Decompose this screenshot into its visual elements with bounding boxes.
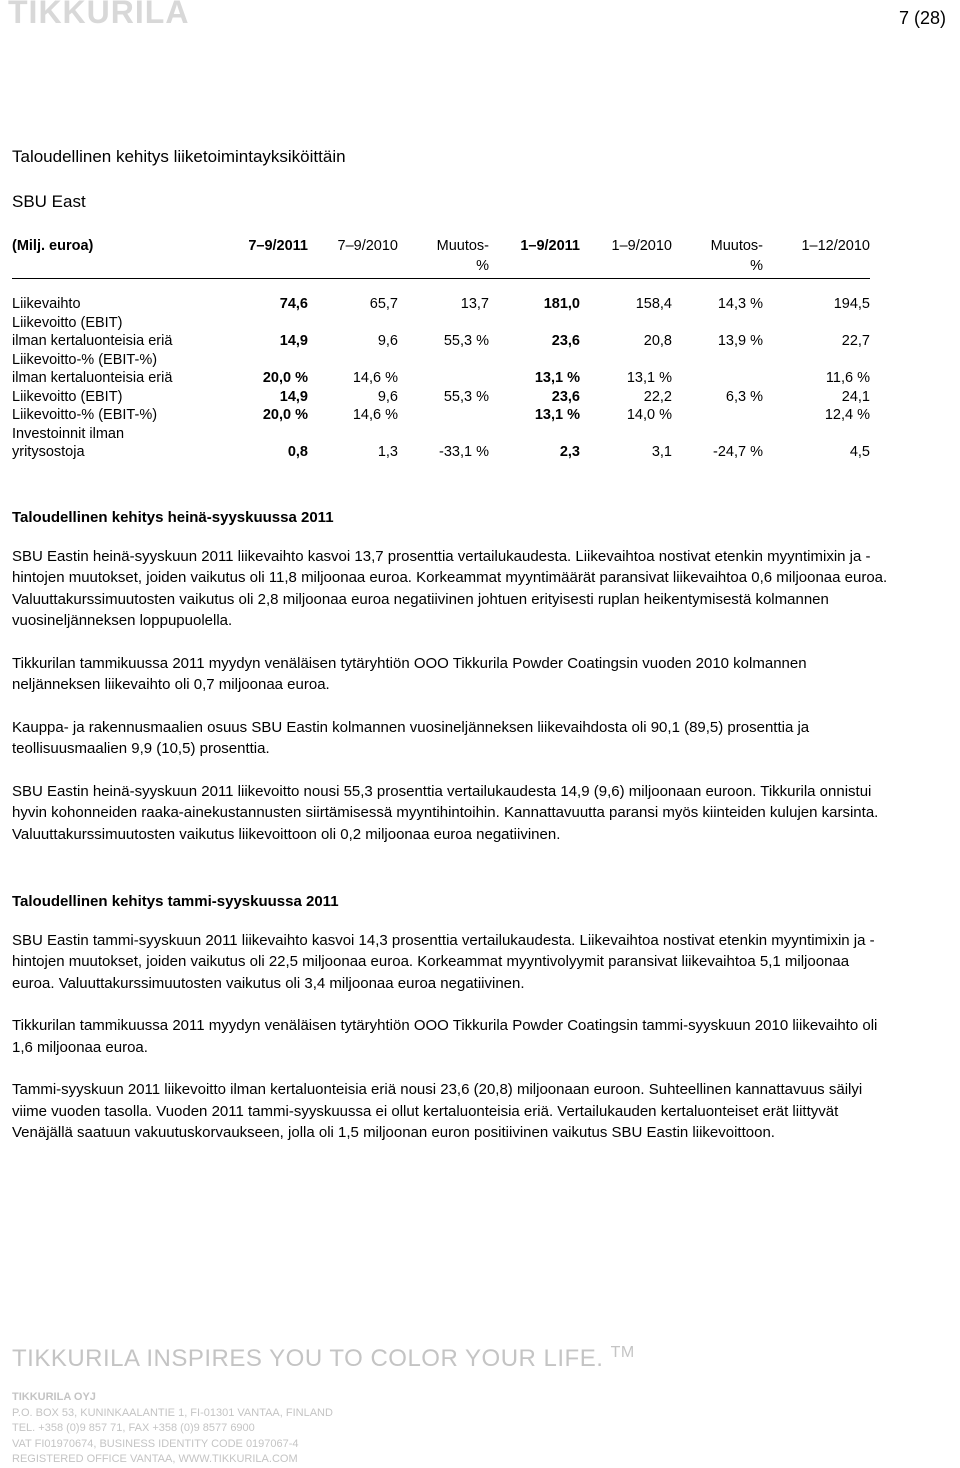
- slogan-text: TIKKURILA INSPIRES YOU TO COLOR YOUR LIFE.: [12, 1345, 604, 1372]
- table-cell: 181,0: [543, 296, 580, 312]
- footer-company: TIKKURILA OYJ: [12, 1391, 96, 1403]
- company-logo: TIKKURILA: [8, 0, 190, 30]
- page-title: Taloudellinen kehitys liiketoimintayksiköittäin: [12, 147, 346, 166]
- table-cell: 14,0 %: [626, 407, 672, 423]
- table-cell: [212, 314, 308, 333]
- footer-address: P.O. BOX 53, KUNINKAALANTIE 1, FI-01301 VANTAA, FINLAND: [12, 1406, 333, 1419]
- body-paragraph: Tikkurilan tammikuussa 2011 myydyn venäläisen tytäryhtiön OOO Tikkurila Powder Coatingsin vuoden 2010 kolmannen neljänneksen liikevaihto oli 0,7 miljoonaa euroa.: [12, 654, 807, 693]
- table-cell: [308, 314, 398, 333]
- table-cell: 20,0 %: [262, 407, 308, 423]
- table-cell: [308, 425, 398, 444]
- table-cell: [763, 351, 870, 370]
- financial-table: [12, 236, 870, 462]
- table-row: [12, 314, 870, 333]
- table-cell: [763, 425, 870, 444]
- footer-office: REGISTERED OFFICE VANTAA, WWW.TIKKURILA.COM: [12, 1453, 298, 1465]
- table-cell: [672, 425, 763, 444]
- row-label: Liikevoitto-% (EBIT-%): [12, 407, 158, 423]
- footer-vat: VAT FI01970674, BUSINESS IDENTITY CODE 0197067-4: [12, 1437, 299, 1450]
- table-cell: [580, 351, 672, 370]
- table-cell: [489, 351, 580, 370]
- table-cell: 6,3 %: [725, 388, 763, 405]
- table-cell: 14,9: [279, 333, 308, 349]
- table-cell: -33,1 %: [439, 444, 489, 460]
- table-cell: 13,9 %: [717, 333, 763, 349]
- table-cell: 22,2: [643, 388, 672, 405]
- table-cell: [398, 406, 489, 425]
- column-header: (Milj. euroa): [12, 238, 94, 254]
- table-cell: 74,6: [279, 296, 308, 312]
- table-cell: [398, 314, 489, 333]
- table-cell: 0,8: [287, 444, 308, 460]
- trademark-mark: TM: [610, 1344, 635, 1361]
- table-cell: 13,7: [460, 296, 489, 312]
- section-q3: [12, 507, 888, 845]
- column-header: 1–9/2011: [520, 238, 580, 254]
- table-cell: [212, 351, 308, 370]
- table-row: [12, 406, 870, 425]
- table-cell: -24,7 %: [713, 444, 763, 460]
- table-cell: 14,9: [279, 388, 308, 405]
- table-cell: [212, 425, 308, 444]
- table-cell: 24,1: [841, 388, 870, 405]
- table-cell: [672, 369, 763, 388]
- column-header: 1–12/2010: [801, 238, 870, 254]
- table-cell: [398, 425, 489, 444]
- table-cell: 55,3 %: [443, 388, 489, 405]
- table-cell: 11,6 %: [825, 370, 870, 386]
- table-row: [12, 332, 870, 351]
- table-cell: 14,6 %: [352, 407, 398, 423]
- page-number: 7 (28): [898, 8, 946, 28]
- table-header-row: [12, 236, 870, 279]
- table-cell: 13,1 %: [626, 370, 672, 386]
- section-q3-heading: Taloudellinen kehitys heinä-syyskuussa 2011: [12, 509, 334, 526]
- table-cell: 22,7: [841, 333, 870, 349]
- table-cell: 23,6: [551, 333, 580, 349]
- body-paragraph: Kauppa- ja rakennusmaalien osuus SBU Eastin kolmannen vuosineljänneksen liikevaihdosta oli 90,1 (89,5) prosenttia ja teollisuusmaalien 9,9 (10,5) prosenttia.: [12, 718, 810, 757]
- table-cell: 13,1 %: [534, 370, 580, 386]
- column-header: 7–9/2010: [337, 238, 398, 254]
- section-title: SBU East: [12, 192, 86, 211]
- column-header: Muutos- %: [436, 238, 489, 274]
- table-cell: 9,6: [377, 388, 398, 405]
- table-cell: 194,5: [833, 296, 870, 312]
- table-cell: 20,0 %: [262, 370, 308, 386]
- table-cell: 13,1 %: [534, 407, 580, 423]
- footer-contact: [12, 1390, 333, 1468]
- table-cell: 9,6: [377, 333, 398, 349]
- table-cell: [308, 351, 398, 370]
- table-row: [12, 388, 870, 407]
- table-cell: [580, 314, 672, 333]
- table-body: [12, 279, 870, 462]
- section-ytd: [12, 891, 888, 1144]
- table-row: [12, 369, 870, 388]
- table-cell: [489, 425, 580, 444]
- table-cell: [489, 314, 580, 333]
- table-cell: [580, 425, 672, 444]
- section-ytd-heading: Taloudellinen kehitys tammi-syyskuussa 2011: [12, 893, 339, 910]
- table-cell: [763, 314, 870, 333]
- section-ytd-paragraphs: [12, 930, 888, 1144]
- row-label: Liikevoitto (EBIT): [12, 314, 123, 331]
- row-label: ilman kertaluonteisia eriä: [12, 370, 173, 386]
- table-cell: 158,4: [635, 296, 672, 312]
- table-cell: 55,3 %: [443, 333, 489, 349]
- footer-slogan: [12, 1344, 635, 1373]
- column-header: 1–9/2010: [611, 238, 672, 254]
- table-cell: 20,8: [643, 333, 672, 349]
- table-cell: 14,6 %: [352, 370, 398, 386]
- section-q3-paragraphs: [12, 546, 888, 846]
- row-label: Investoinnit ilman: [12, 425, 125, 442]
- row-label: Liikevaihto: [12, 296, 81, 312]
- body-paragraph: SBU Eastin heinä-syyskuun 2011 liikevoitto nousi 55,3 prosenttia vertailukaudesta 14,9 (9,6) miljoonaan euroon. Tikkurila onnistui hyvin kohonneiden raaka-ainekustannusten siirtämisessä myyntihintoihin. Kannattavuutta paransi myös kiinteiden kulujen karsinta. Valuuttakurssimuutosten vaikutus liikevoittoon oli 0,2 miljoonaa euroa negatiivinen.: [12, 782, 879, 843]
- table-cell: 3,1: [651, 444, 672, 460]
- table-row: [12, 443, 870, 462]
- body-paragraph: SBU Eastin tammi-syyskuun 2011 liikevaihto kasvoi 14,3 prosenttia vertailukaudesta. Liikevaihtoa nostivat etenkin myyntimixin ja -hintojen muutokset, joiden vaikutus oli 22,5 miljoonaa euroa. Korkeammat myyntivolyymit paransivat liikevaihtoa 5,1 miljoonaa euroa. Valuuttakurssimuutosten vaikutus oli 3,4 miljoonaa euroa negatiivinen.: [12, 931, 875, 992]
- column-header: Muutos- %: [710, 238, 763, 274]
- table-cell: 14,3 %: [717, 296, 763, 312]
- table-cell: 1,3: [377, 444, 398, 460]
- body-paragraph: Tikkurilan tammikuussa 2011 myydyn venäläisen tytäryhtiön OOO Tikkurila Powder Coatingsin tammi-syyskuun 2010 liikevaihto oli 1,6 miljoonaa euroa.: [12, 1017, 878, 1056]
- table-row: [12, 425, 870, 444]
- body-paragraph: SBU Eastin heinä-syyskuun 2011 liikevaihto kasvoi 13,7 prosenttia vertailukaudesta. Liikevaihtoa nostivat etenkin myyntimixin ja -hintojen muutokset, joiden vaikutus oli 11,8 miljoonaa euroa. Korkeammat myyntimäärät paransivat liikevaihtoa 0,6 miljoonaa euroa. Valuuttakurssimuutosten vaikutus oli 2,8 miljoonaa euroa negatiivinen johtuen erityisesti ruplan heikentymisestä kolmannen vuosineljänneksen loppupuolella.: [12, 547, 888, 629]
- table-cell: 12,4 %: [824, 407, 870, 423]
- table-cell: [672, 406, 763, 425]
- table-cell: [672, 351, 763, 370]
- row-label: yritysostoja: [12, 444, 85, 460]
- table-cell: 23,6: [551, 388, 580, 405]
- table-cell: [398, 369, 489, 388]
- footer-phone: TEL. +358 (0)9 857 71, FAX +358 (0)9 8577 6900: [12, 1422, 255, 1434]
- table-cell: 2,3: [559, 444, 580, 460]
- body-paragraph: Tammi-syyskuun 2011 liikevoitto ilman kertaluonteisia eriä nousi 23,6 (20,8) miljoonaan euroon. Suhteellinen kannattavuus säilyi viime vuoden tasolla. Vuoden 2011 tammi-syyskuussa ei ollut kertaluonteisia eriä. Vertailukauden kertaluonteiset erät liittyvät Venäjällä saatuun vakuutuskorvaukseen, jolla oli 1,5 miljoonan euron positiivinen vaikutus SBU Eastin liikevoittoon.: [12, 1081, 863, 1141]
- table-cell: [672, 314, 763, 333]
- row-label: ilman kertaluonteisia eriä: [12, 333, 173, 349]
- row-label: Liikevoitto (EBIT): [12, 388, 123, 405]
- table-row: [12, 279, 870, 314]
- table-cell: 4,5: [849, 444, 870, 460]
- row-label: Liikevoitto-% (EBIT-%): [12, 351, 158, 368]
- table-cell: [398, 351, 489, 370]
- table-cell: 65,7: [369, 296, 398, 312]
- table-row: [12, 351, 870, 370]
- column-header: 7–9/2011: [248, 238, 308, 254]
